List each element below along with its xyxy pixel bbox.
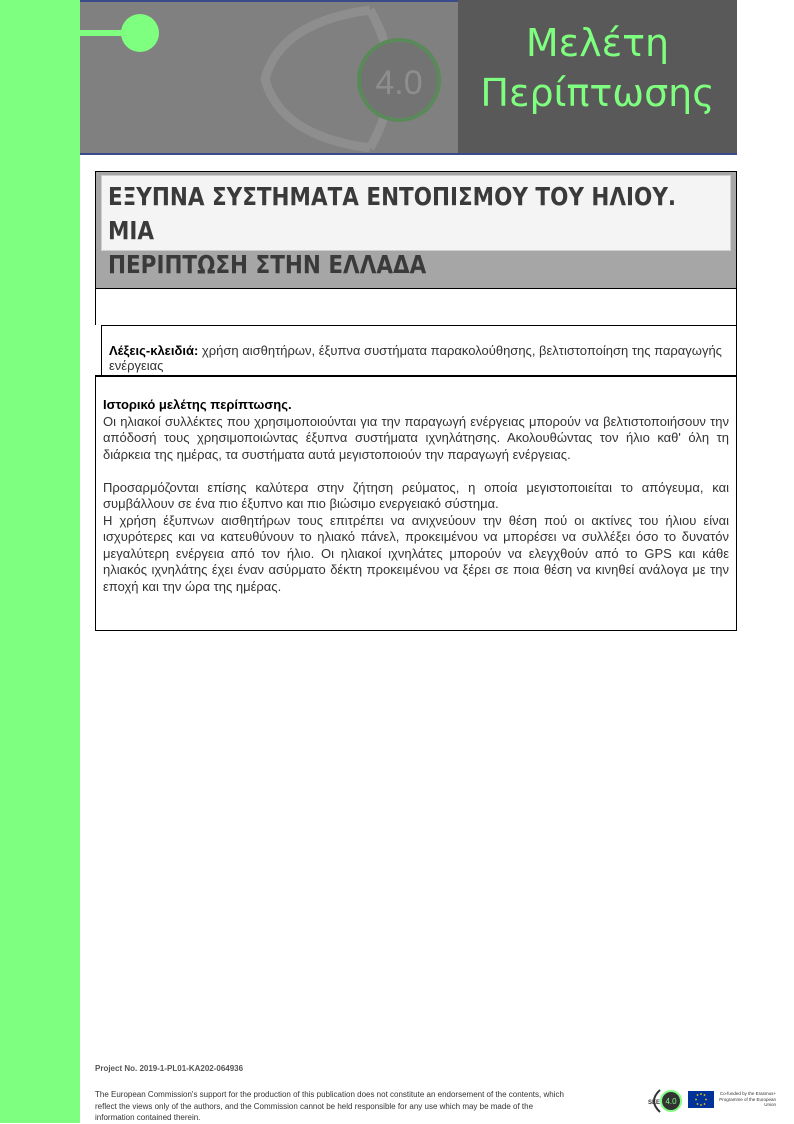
history-heading: Ιστορικό μελέτης περίπτωσης. bbox=[103, 397, 292, 412]
spacer-box bbox=[95, 289, 737, 325]
page-title-line1: Μελέτη bbox=[525, 21, 670, 65]
header-divider bbox=[80, 153, 737, 155]
case-title-line2: ΠΕΡΙΠΤΩΣΗ ΣΤΗΝ ΕΛΛΑΔΑ bbox=[108, 250, 427, 279]
page-title-line2: Περίπτωσης bbox=[480, 71, 715, 115]
header-dot-icon bbox=[121, 14, 159, 52]
footer-logos bbox=[646, 1088, 776, 1114]
case-title-box bbox=[101, 175, 731, 279]
case-title-block bbox=[95, 171, 737, 289]
header-graphic bbox=[80, 2, 458, 153]
eu-flag-icon bbox=[688, 1091, 714, 1108]
logo-text: 4.0 bbox=[375, 64, 423, 102]
page-title bbox=[458, 18, 737, 118]
header-banner bbox=[80, 0, 458, 153]
side-stripe bbox=[0, 0, 80, 1123]
see-logo-text: SEE bbox=[648, 1100, 661, 1106]
eu-funding-text: Co-funded by the Erasmus+ Programme of the European Union bbox=[719, 1091, 776, 1107]
history-paragraph-2: Προσαρμόζονται επίσης καλύτερα στην ζήτηση ρεύματος, η οποία μεγιστοποιείται το απόγευμα, και συμβάλλουν σε ένα πιο έξυπνο και πιο βιώσιμο ενεργειακό σύστημα. bbox=[103, 479, 729, 511]
keywords-label: Λέξεις-κλειδιά: bbox=[109, 343, 199, 358]
history-paragraph-3: Η χρήση έξυπνων αισθητήρων τους επιτρέπει να ανιχνεύουν την θέση πού οι ακτίνες του ήλιου είναι ισχυρότερες και να κατευθύνουν το ηλιακό πάνελ, προκειμένου να μπορέσει να συλλέξει όσο το δυνατόν μεγαλύτερη ενέργεια από τον ήλιο. Οι ηλιακοί ιχνηλάτες μπορούν να ελεγχθούν από το GPS και κάθε ηλιακός ιχνηλάτης έχει έναν ασύρματο δέκτη προκειμένου να ξέρει σε ποια θέση να κινηθεί ανάλογα με την εποχή και την ώρα της ημέρας. bbox=[103, 512, 729, 594]
history-section bbox=[95, 375, 737, 631]
see-logo-icon bbox=[646, 1088, 684, 1114]
case-title-line1: ΕΞΥΠΝΑ ΣΥΣΤΗΜΑΤΑ ΕΝΤΟΠΙΣΜΟΥ ΤΟΥ ΗΛΙΟΥ. ΜΙΑ bbox=[108, 182, 677, 245]
keywords-box bbox=[101, 325, 737, 375]
case-title bbox=[108, 180, 727, 282]
project-number: Project No. 2019-1-PL01-KA202-064936 bbox=[95, 1064, 244, 1073]
footer-disclaimer: The European Commission's support for the production of this publication does not constitute an endorsement of the contents, which reflect the views only of the authors, and the Commission cannot be held responsible for any use which may be made of the information contained therein. bbox=[95, 1090, 564, 1122]
keywords-text: χρήση αισθητήρων, έξυπνα συστήματα παρακολούθησης, βελτιστοποίηση της παραγωγής ενέργειας bbox=[109, 343, 722, 373]
history-paragraph-1: Οι ηλιακοί συλλέκτες που χρησιμοποιούνται για την παραγωγή ενέργειας μπορούν να βελτιστοποιήσουν την απόδοσή τους χρησιμοποιώντας έξυπνα συστήματα ιχνηλάτησης. Ακολουθώντας τον ήλιο καθ' όλη τη διάρκεια της ημέρας, τα συστήματα αυτά μεγιστοποιούν την παραγωγή ενέργειας. bbox=[103, 413, 729, 462]
see-logo-number: 4.0 bbox=[665, 1097, 677, 1106]
